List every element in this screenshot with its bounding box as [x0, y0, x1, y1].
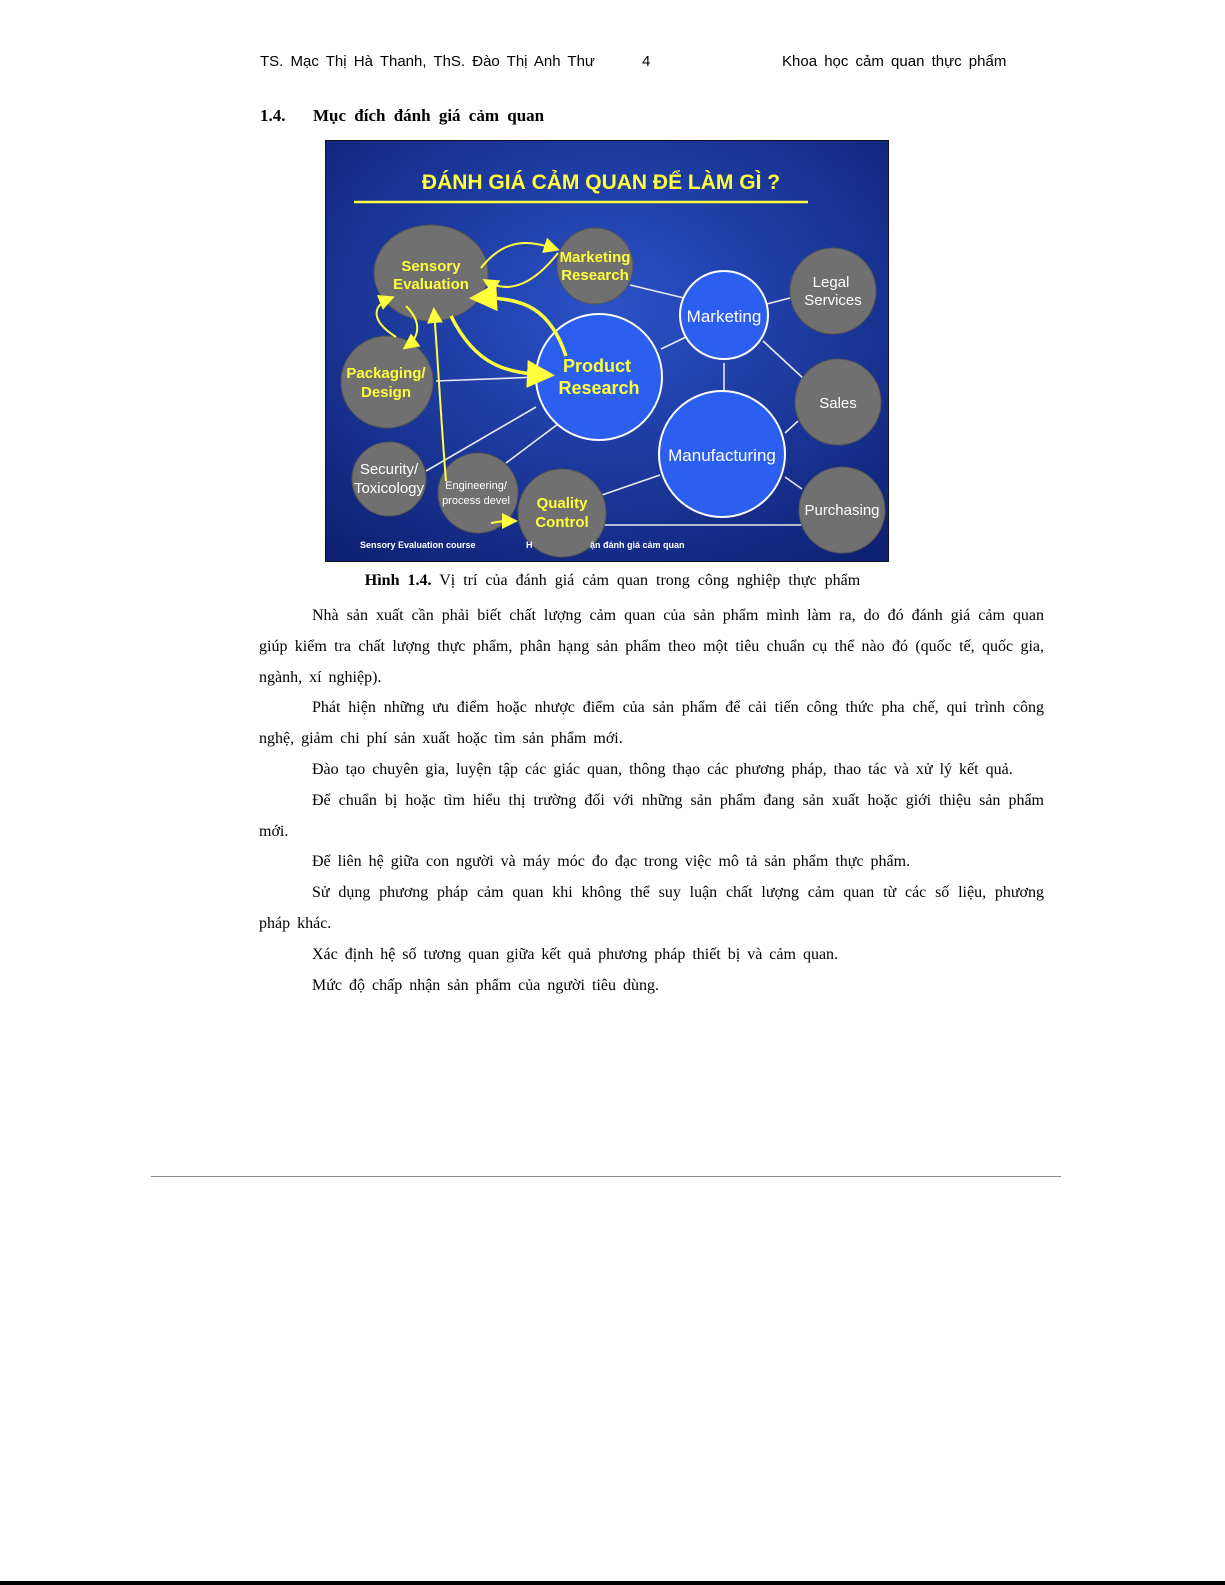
node-marketing-research	[557, 228, 633, 304]
node-security-line1: Security/	[359, 461, 419, 478]
slide-footer-mid-a: H	[526, 540, 533, 550]
paragraph: Mức độ chấp nhận sản phẩm của người tiêu dùng.	[312, 976, 659, 994]
node-packaging-line1: Packaging/	[346, 365, 426, 382]
node-sensory-line2: Evaluation	[393, 276, 469, 293]
node-marketing-label: Marketing	[686, 307, 762, 326]
figure-1-4	[325, 140, 889, 562]
node-manufacturing-label: Manufacturing	[668, 446, 776, 465]
paragraph: Xác định hệ số tương quan giữa kết quả phương pháp thiết bị và cảm quan.	[312, 945, 839, 963]
slide-footer-left: Sensory Evaluation course	[360, 540, 476, 550]
section-title: Mục đích đánh giá cảm quan	[313, 106, 545, 125]
node-marketing-research-line1: Marketing	[559, 249, 631, 266]
paragraph: Đào tạo chuyên gia, luyện tập các giác quan, thông thạo các phương pháp, thao tác và xử lý kết quả.	[312, 760, 1013, 778]
slide-footer-mid-b: ận đánh giá cảm quan	[590, 540, 685, 550]
node-engineering-line1: Engineering/	[445, 480, 507, 492]
node-legal-services	[790, 248, 876, 334]
footer-divider	[151, 1176, 1061, 1177]
node-legal-line1: Legal	[812, 274, 850, 291]
paragraph: Nhà sản xuất cần phải biết chất lượng cảm quan của sản phẩm mình làm ra, do đó đánh giá cảm quan giúp kiểm tra chất lượng thực phẩm, phân hạng sản phẩm theo một tiêu chuẩn cụ thể nào đó (quốc tế, quốc gia, ngành, xí nghiệp).	[259, 607, 1044, 686]
node-security-line2: Toxicology	[353, 480, 425, 497]
node-sensory-line1: Sensory	[401, 258, 461, 275]
section-number: 1.4.	[260, 106, 286, 125]
header-book-title: Khoa học cảm quan thực phẩm	[782, 53, 1007, 70]
paragraph: Phát hiện những ưu điểm hoặc nhược điểm của sản phẩm để cải tiến công thức pha chế, qui trình công nghệ, giảm chi phí sản xuất hoặc tìm sản phẩm mới.	[259, 699, 1044, 748]
node-security-toxicology	[352, 442, 426, 516]
slide-title: ĐÁNH GIÁ CẢM QUAN ĐỂ LÀM GÌ ?	[421, 171, 781, 194]
paragraph: Sử dụng phương pháp cảm quan khi không thể suy luận chất lượng cảm quan từ các số liệu, phương pháp khác.	[259, 884, 1044, 932]
page-bottom-edge	[0, 1581, 1225, 1585]
node-packaging-line2: Design	[360, 384, 412, 401]
caption-label: Hình 1.4.	[364, 572, 432, 589]
body-text	[259, 601, 1044, 1001]
header-authors: TS. Mạc Thị Hà Thanh, ThS. Đào Thị Anh Thư	[260, 53, 595, 70]
section-heading	[260, 106, 544, 126]
node-legal-line2: Services	[804, 292, 862, 309]
paragraph: Để liên hệ giữa con người và máy móc đo đạc trong việc mô tả sản phẩm thực phẩm.	[312, 853, 911, 871]
node-sales-label: Sales	[819, 395, 857, 412]
node-product-line1: Product	[562, 356, 632, 376]
node-engineering-line2: process devel	[442, 495, 510, 507]
node-purchasing-label: Purchasing	[804, 502, 880, 519]
node-packaging-design	[341, 336, 433, 428]
caption-text: Vị trí của đánh giá cảm quan trong công nghiệp thực phẩm	[439, 572, 861, 589]
header-page-number: 4	[642, 53, 651, 70]
node-product-line2: Research	[558, 378, 640, 398]
figure-caption	[0, 572, 1225, 590]
sensory-diagram	[326, 141, 888, 561]
page-header	[260, 50, 1020, 74]
node-marketing-research-line2: Research	[561, 267, 629, 284]
paragraph: Để chuẩn bị hoặc tìm hiểu thị trường đối với những sản phẩm đang sản xuất hoặc giới thiệu sản phẩm mới.	[259, 791, 1044, 840]
node-quality-line2: Control	[535, 514, 589, 531]
node-quality-line1: Quality	[536, 495, 588, 512]
